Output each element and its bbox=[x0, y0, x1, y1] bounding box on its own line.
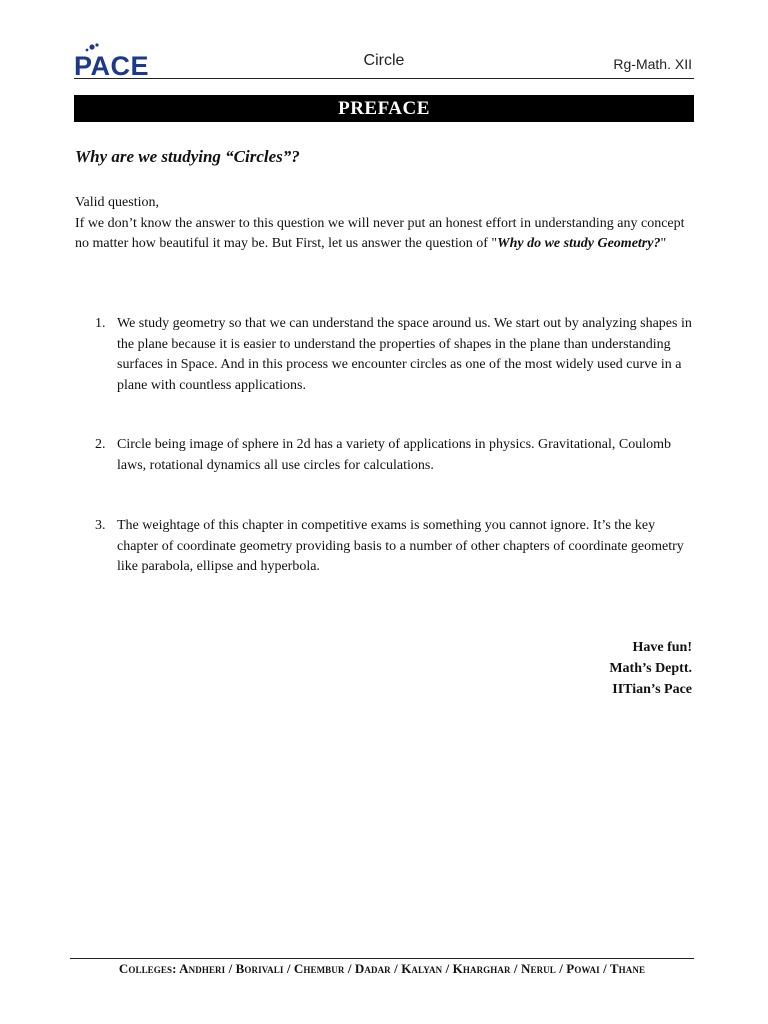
list-item bbox=[75, 435, 695, 476]
list-text: The weightage of this chapter in competitive exams is something you cannot ignore. It’s the key chapter of coordinate geometry providing basis to a number of other chapters of coordinate geometry like parabola, ellipse and hyperbola. bbox=[117, 518, 684, 574]
list-number: 2. bbox=[95, 437, 106, 452]
list-text: Circle being image of sphere in 2d has a variety of applications in physics. Gravitational, Coulomb laws, rotational dynamics all use circles for calculations. bbox=[117, 437, 672, 473]
sign-line-2: Math’s Deptt. bbox=[609, 661, 692, 676]
question-heading: Why are we studying “Circles”? bbox=[75, 147, 300, 166]
intro-quote-end: " bbox=[660, 236, 667, 251]
intro-text: If we don’t know the answer to this question we will never put an honest effort in understanding any concept no matter how beautiful it may be. But First, let us answer the question of " bbox=[75, 215, 685, 251]
signature-block bbox=[609, 637, 692, 700]
page-header bbox=[74, 40, 694, 79]
list-item bbox=[75, 516, 695, 578]
preface-banner: PREFACE bbox=[74, 95, 694, 122]
chapter-title: Circle bbox=[363, 52, 405, 69]
sign-line-1: Have fun! bbox=[632, 640, 692, 655]
sign-line-3: IITian’s Pace bbox=[612, 682, 692, 697]
list-item bbox=[75, 314, 695, 396]
list-number: 3. bbox=[95, 518, 106, 533]
intro-paragraph bbox=[75, 193, 695, 255]
colleges-footer: Colleges: Andheri / Borivali / Chembur / Dadar / Kalyan / Kharghar / Nerul / Powai / Thane bbox=[70, 958, 694, 977]
intro-line-2 bbox=[75, 214, 695, 255]
intro-emphasis: Why do we study Geometry? bbox=[497, 236, 661, 251]
intro-line-1: Valid question, bbox=[75, 195, 159, 210]
logo-text: PACE bbox=[74, 51, 150, 81]
list-text: We study geometry so that we can understand the space around us. We start out by analyzing shapes in the plane because it is easier to understand the properties of shapes in the plane than understanding surfaces in Space. And in this process we encounter circles as one of the most widely used curve in a plane with countless applications. bbox=[117, 316, 692, 393]
course-label: Rg-Math. XII bbox=[613, 56, 692, 72]
list-number: 1. bbox=[95, 316, 106, 331]
